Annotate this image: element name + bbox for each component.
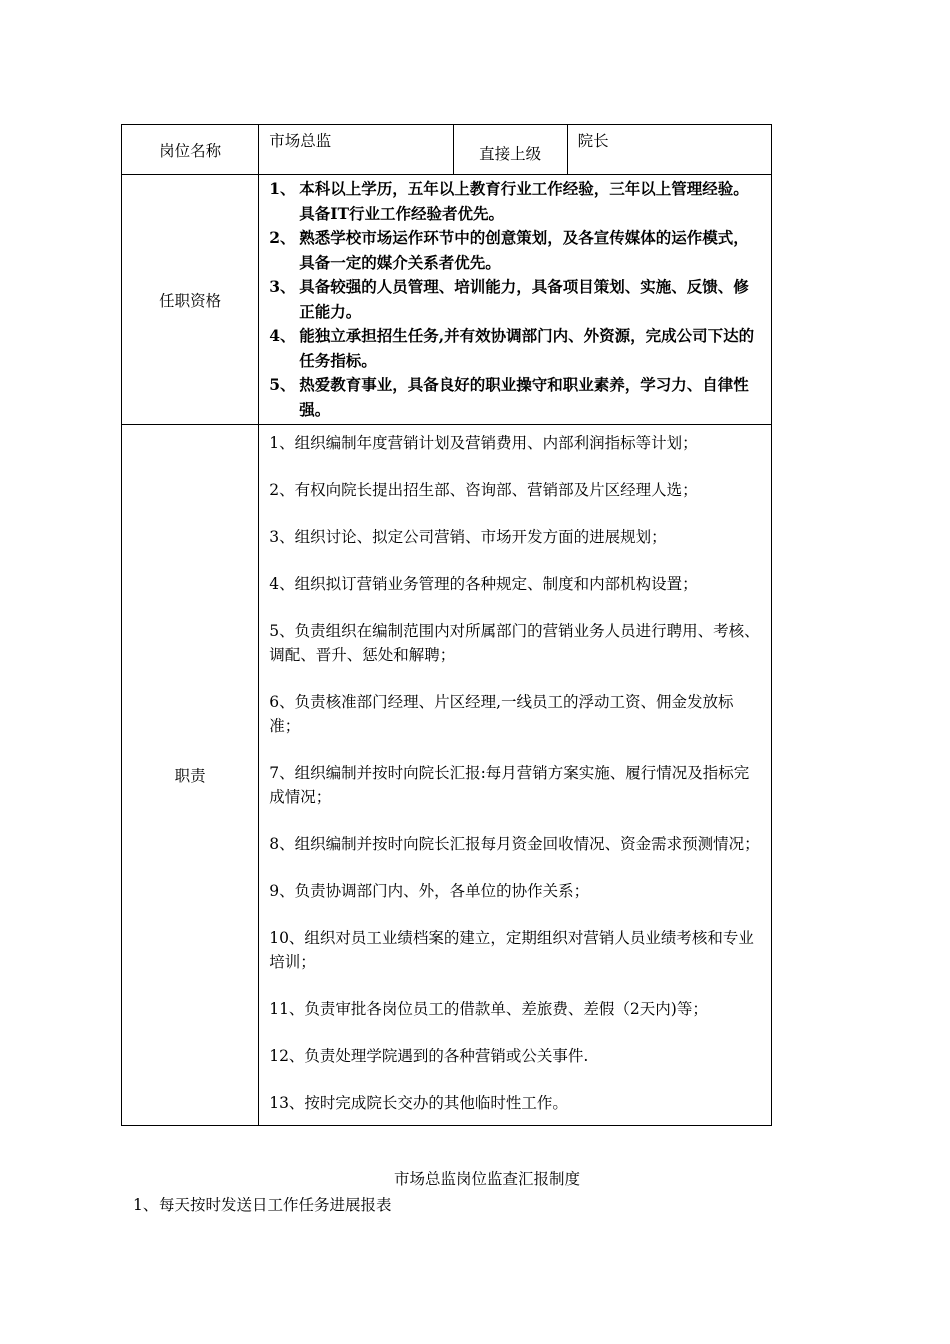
- qualifications-cell: [259, 175, 772, 425]
- list-item: 2、有权向院长提出招生部、咨询部、营销部及片区经理人选；: [269, 481, 698, 499]
- report-item-text: 每天按时发送日工作任务进展报表: [159, 1196, 392, 1214]
- list-item: 5、负责组织在编制范围内对所属部门的营销业务人员进行聘用、考核、调配、晋升、惩处和解聘；: [269, 622, 760, 664]
- list-item: 2、 熟悉学校市场运作环节中的创意策划，及各宣传媒体的运作模式，具备一定的媒介关系者优先。: [269, 228, 749, 272]
- list-item: 4、 能独立承担招生任务,并有效协调部门内、外资源，完成公司下达的任务指标。: [269, 326, 755, 370]
- report-item-number: 1、: [133, 1196, 159, 1214]
- duties-label: 职责: [122, 425, 259, 1126]
- list-item: 5、 热爱教育事业，具备良好的职业操守和职业素养，学习力、自律性强。: [269, 375, 749, 419]
- qualifications-row: [122, 175, 772, 425]
- duties-row: [122, 425, 772, 1126]
- duties-cell: [259, 425, 772, 1126]
- position-label: 岗位名称: [122, 125, 259, 175]
- superior-value: 院长: [567, 125, 771, 175]
- duties-list: [259, 425, 771, 1125]
- list-item: 6、负责核准部门经理、片区经理,一线员工的浮动工资、佣金发放标准；: [269, 693, 734, 735]
- qualifications-label: 任职资格: [122, 175, 259, 425]
- list-item: 11、负责审批各岗位员工的借款单、差旅费、差假（2天内)等；: [269, 1000, 708, 1018]
- list-item: 7、组织编制并按时向院长汇报:每月营销方案实施、履行情况及指标完成情况；: [269, 764, 750, 806]
- list-item: 8、组织编制并按时向院长汇报每月资金回收情况、资金需求预测情况；: [269, 835, 760, 853]
- list-item: 10、组织对员工业绩档案的建立，定期组织对营销人员业绩考核和专业培训；: [269, 929, 754, 971]
- list-item: 4、组织拟订营销业务管理的各种规定、制度和内部机构设置；: [269, 575, 698, 593]
- qualifications-list: [259, 175, 771, 424]
- list-item: 12、负责处理学院遇到的各种营销或公关事件.: [269, 1047, 589, 1065]
- list-item: 1、组织编制年度营销计划及营销费用、内部利润指标等计划；: [269, 434, 698, 452]
- position-value: 市场总监: [259, 125, 453, 175]
- report-item: [133, 1194, 392, 1216]
- header-row: [122, 125, 772, 175]
- list-item: 1、 本科以上学历，五年以上教育行业工作经验，三年以上管理经验。具备IT行业工作经验者优先。: [269, 179, 749, 223]
- list-item: 3、 具备较强的人员管理、培训能力，具备项目策划、实施、反馈、修正能力。: [269, 277, 749, 321]
- job-description-table: [121, 124, 772, 1126]
- list-item: 3、组织讨论、拟定公司营销、市场开发方面的进展规划；: [269, 528, 667, 546]
- superior-label: 直接上级: [453, 125, 567, 175]
- report-title: 市场总监岗位监查汇报制度: [393, 1170, 580, 1188]
- list-item: 9、负责协调部门内、外，各单位的协作关系；: [269, 882, 590, 900]
- list-item: 13、按时完成院长交办的其他临时性工作。: [269, 1094, 568, 1112]
